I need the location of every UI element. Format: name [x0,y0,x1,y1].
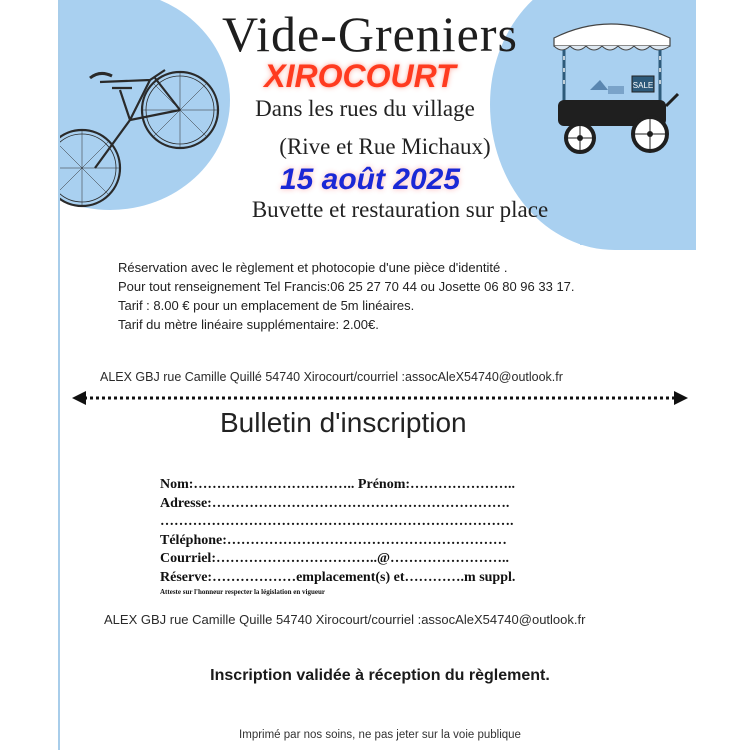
organizer-address-bottom: ALEX GBJ rue Camille Quille 54740 Xirocourt/courriel :assocAleX54740@outlook.fr [104,612,586,627]
bicycle-illustration [60,50,230,210]
info-line: Tarif du mètre linéaire supplémentaire: 2.00€. [118,317,379,332]
flyer-page [58,0,696,750]
validation-note: Inscription validée à réception du règlement. [210,667,550,684]
scissor-cut-line-arrow-icon [70,390,690,406]
town-name: XIROCOURT [264,58,456,94]
buvette-line: Buvette et restauration sur place [251,197,549,222]
footer-note: Imprimé par nos soins, ne pas jeter sur la voie publique [239,729,521,741]
event-date: 15 août 2025 [279,163,461,196]
info-line: Réservation avec le règlement et photocopie d'une pièce d'identité . [118,260,508,275]
form-field-adresse-cont[interactable]: …………………………………………………………………. [160,514,514,530]
location-line: Dans les rues du village [255,96,475,121]
info-line: Tarif : 8.00 € pour un emplacement de 5m linéaires. [118,298,415,313]
form-field-adresse[interactable]: Adresse:………………………………………………………. [160,495,510,511]
info-line: Pour tout renseignement Tel Francis:06 25 27 70 44 ou Josette 06 80 96 33 17. [118,279,575,294]
organizer-address-top: ALEX GBJ rue Camille Quillé 54740 Xirocourt/courriel :assocAleX54740@outlook.fr [100,370,563,384]
attestation-note: Atteste sur l'honneur respecter la législation en vigueur [160,587,325,596]
svg-text:SALE: SALE [632,81,654,90]
form-field-nom[interactable]: Nom:…………………………….. Prénom:………………….. [160,477,516,492]
registration-form [160,476,620,596]
event-title: Vide-Greniers [222,6,518,62]
form-field-reserve[interactable]: Réserve:………………emplacement(s) et………….m suppl. [160,569,516,585]
form-field-telephone[interactable]: Téléphone:…………………………………………………… [160,532,507,548]
bulletin-title: Bulletin d'inscription [220,407,467,438]
form-field-courriel[interactable]: Courriel:……………………………..@…………………….. [160,551,510,567]
reservation-info [118,258,678,334]
location-detail: (Rive et Rue Michaux) [279,134,491,159]
